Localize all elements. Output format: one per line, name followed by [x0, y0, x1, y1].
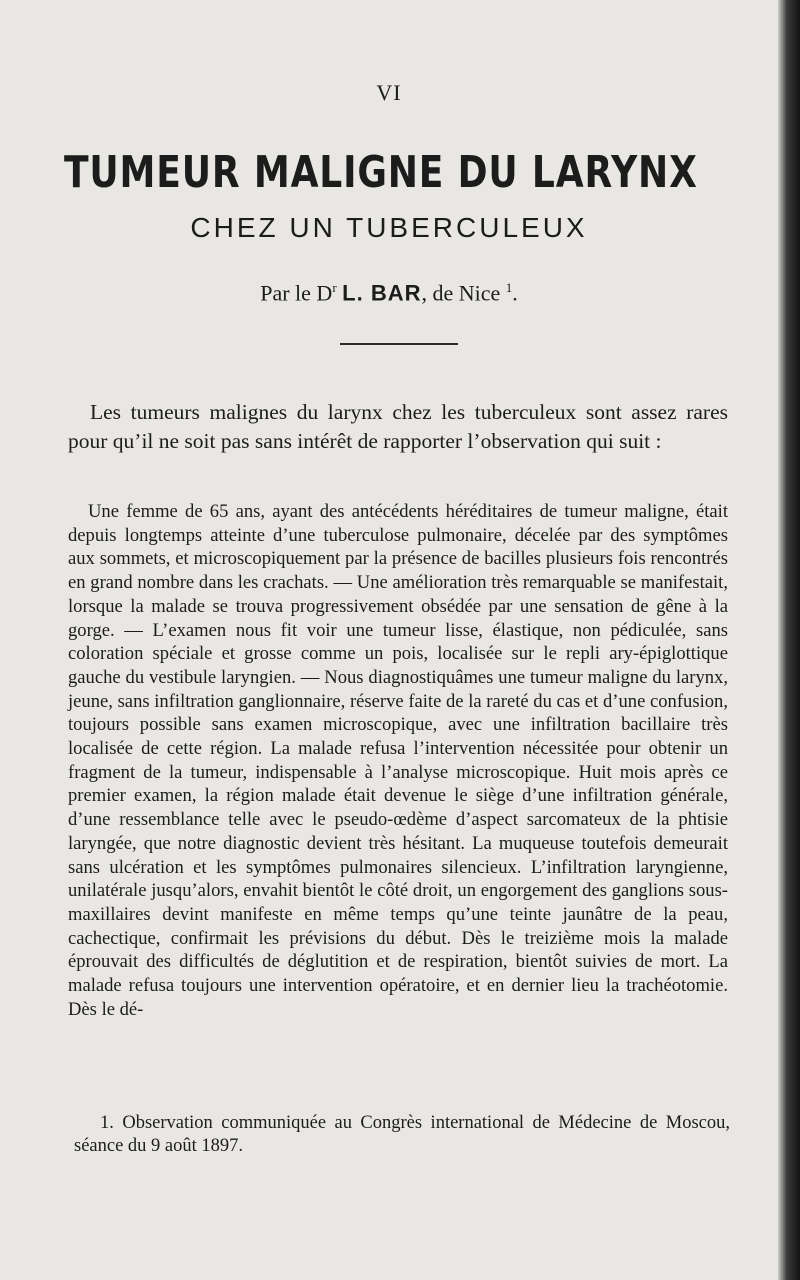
intro-paragraph: Les tumeurs malignes du larynx chez les tuberculeux sont assez rares pour qu’il ne soit pas sans intérêt de rapporter l’observation qui suit : [68, 400, 728, 453]
footnote-reference: 1 [505, 280, 513, 295]
byline-suffix: , de Nice [421, 280, 501, 306]
chapter-number: VI [376, 80, 402, 105]
page-edge-shadow [778, 0, 800, 1280]
body-paragraph: Une femme de 65 ans, ayant des antécédents héréditaires de tumeur maligne, était depuis longtemps atteinte d’une tuberculose pulmonaire, décelée par des symptômes aux sommets, et microscopiquement par la présence de bacilles plusieurs fois rencontrés en grand nombre dans les crachats. — Une amélioration très remarquable se manifestait, lorsque la malade se trouva progressivement obsédée par une sensation de gêne à la gorge. — L’examen nous fit voir une tumeur lisse, élastique, non pédiculée, sans coloration spéciale et grosse comme un pois, localisée sur le repli ary-épiglottique gauche du vestibule laryngien. — Nous diagnostiquâmes une tumeur maligne du larynx, jeune, sans infiltration ganglionnaire, réserve faite de la rareté du cas et d’une confusion, toujours possible sans examen microscopique, avec une infiltration bacillaire très localisée de cette région. La malade refusa l’intervention nécessitée pour obtenir un fragment de la tumeur, indispensable à l’analyse microscopique. Huit mois après ce premier examen, la région malade était devenue le siège d’une infiltration générale, d’une ressemblance telle avec le pseudo-œdème d’aspect sarcomateux de la phtisie laryngée, que notre diagnostic devient très hésitant. La muqueuse toutefois demeurait sans ulcération et les symptômes pulmonaires silencieux. L’infiltration laryngienne, unilatérale jusqu’alors, envahit bientôt le côté droit, un engorgement des ganglions sous-maxillaires devint manifeste en même temps qu’une teinte jaunâtre de la peau, cachectique, confirmait les prévisions du début. Dès le treizième mois la malade éprouvait des difficultés de déglutition et de respiration, bientôt suivies de mort. La malade refusa toujours une intervention opératoire, et en dernier lieu la trachéotomie. Dès le dé- [68, 501, 728, 1020]
title-divider [340, 343, 458, 345]
footnote-text: 1. Observation communiquée au Congrès international de Médecine de Moscou, séance du 9 août 1897. [74, 1113, 730, 1156]
byline-end: . [512, 280, 518, 306]
byline-prefix: Par le D [260, 280, 333, 306]
byline-title-sup: r [332, 280, 337, 295]
byline [0, 272, 778, 309]
body-block [68, 500, 728, 1021]
intro-block [68, 398, 728, 456]
article-subtitle: CHEZ UN TUBERCULEUX [190, 212, 588, 243]
article-title: TUMEUR MALIGNE DU LARYNX [64, 147, 698, 198]
footnote-block [74, 1112, 730, 1158]
byline-author: L. BAR [342, 280, 422, 306]
